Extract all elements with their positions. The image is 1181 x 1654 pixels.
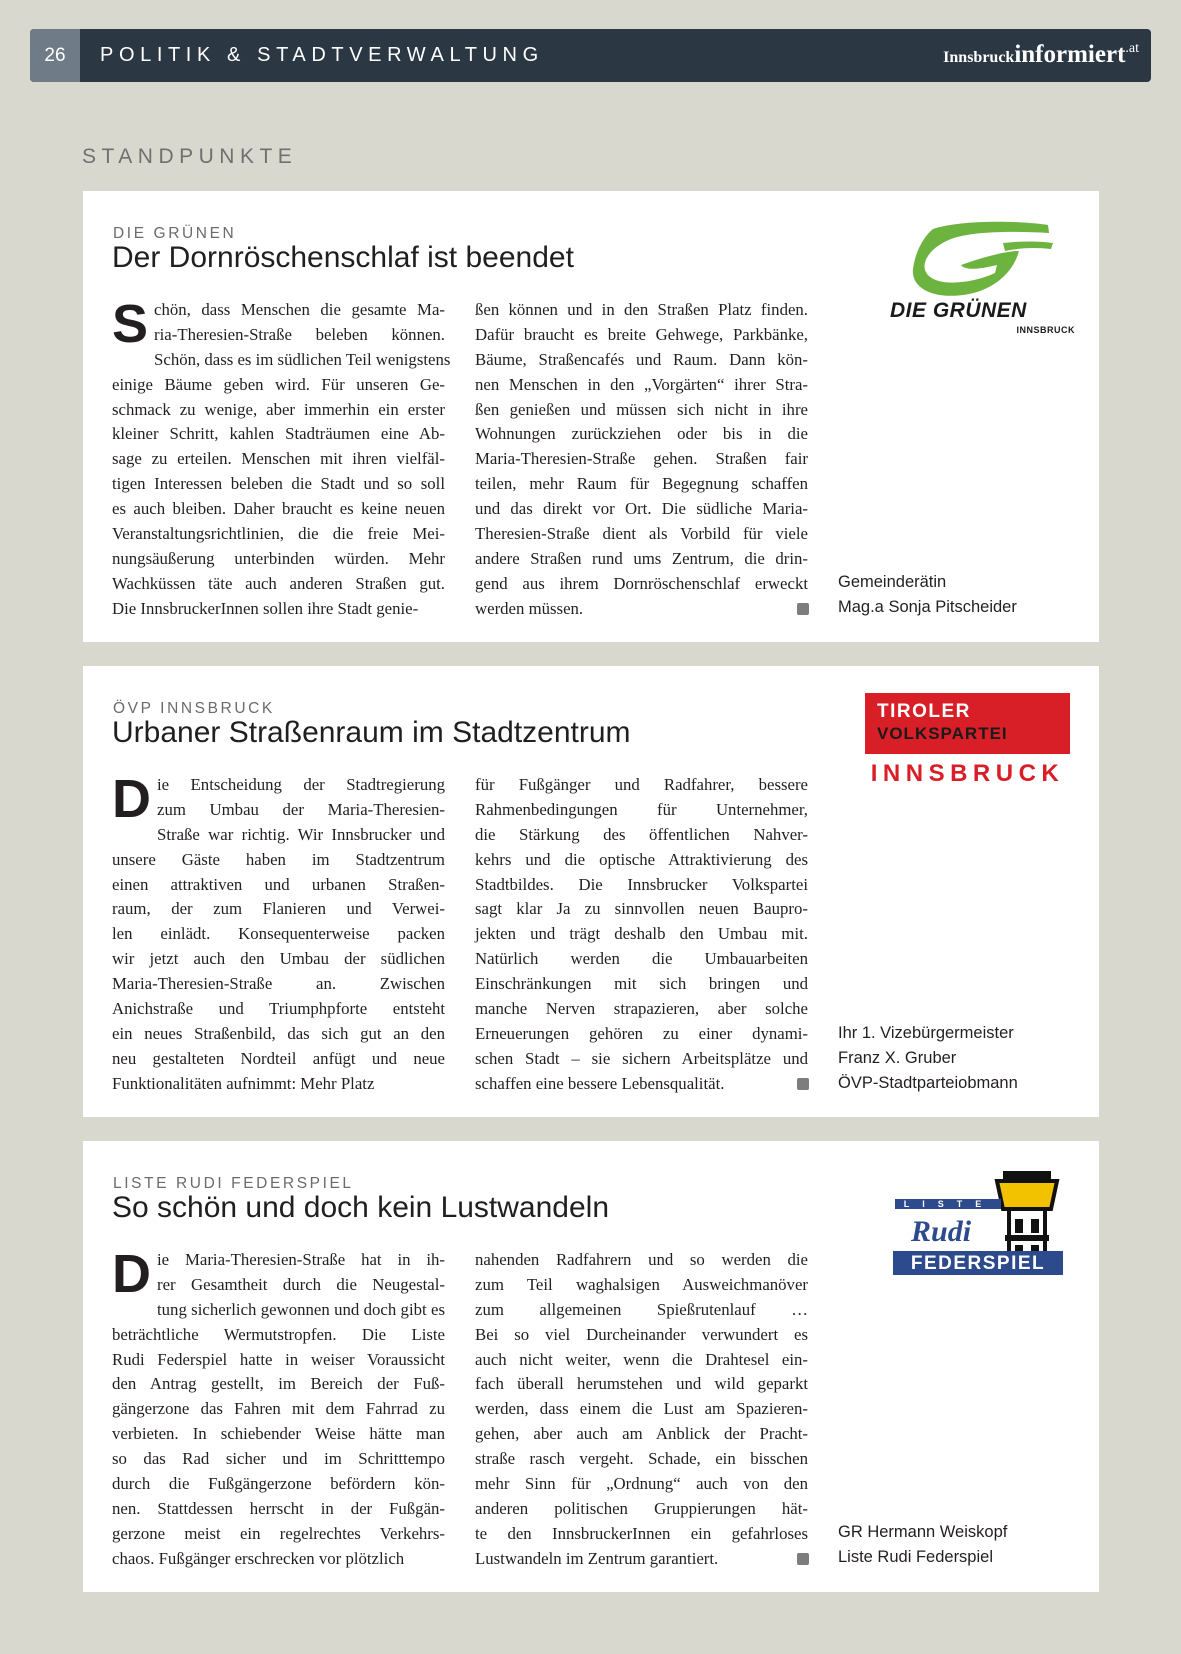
end-mark-icon <box>797 1553 809 1565</box>
article-text-line <box>475 597 808 622</box>
end-mark-icon <box>797 603 809 615</box>
page-header <box>30 29 1151 82</box>
article-text-line: gend aus ihrem Dornröschenschlaf erweckt <box>475 573 808 593</box>
article-text-line: und das direkt vor Ort. Die südliche Maria- <box>475 499 808 519</box>
article-text-line: Stadtbildes. Die Innsbrucker Volkspartei <box>475 874 808 894</box>
article-column-1 <box>112 769 445 1097</box>
article-text-line: kehrs und die optische Attraktivierung des <box>475 849 808 869</box>
article-text-line: zum allgemeinen Spießrutenlauf … <box>475 1299 808 1319</box>
federspiel-logo-line3: FEDERSPIEL <box>910 1253 1046 1274</box>
author-name: Mag.a Sonja Pitscheider <box>838 598 1017 616</box>
article-text-line: gerzone meist ein regelrechtes Verkehrs- <box>112 1523 445 1543</box>
page-number: 26 <box>30 29 80 82</box>
article-text-line: raum, der zum Flanieren und Verwei- <box>112 899 445 919</box>
article-text-line: anderen politischen Gruppierungen hät- <box>475 1498 808 1518</box>
article-text-line: Erneuerungen gehören zu einer dynami- <box>475 1023 808 1043</box>
author-function: ÖVP-Stadtparteiobmann <box>838 1074 1018 1092</box>
article-text-line-content: schaffen eine bessere Lebensqualität. <box>475 1073 725 1093</box>
article-text-line: den Antrag gestellt, im Bereich der Fuß- <box>112 1374 445 1394</box>
article-text-line: Theresien-Straße dient als Vorbild für viele <box>475 524 808 544</box>
article-text-line: einige Bäume geben wird. Für unseren Ge- <box>112 374 445 394</box>
author-name: Franz X. Gruber <box>838 1049 957 1067</box>
gruene-logo <box>890 221 1075 336</box>
article-text-line: Anichstraße und Triumphpforte entsteht <box>112 999 445 1019</box>
article-text-line: Einschränkungen mit sich bringen und <box>475 974 808 994</box>
article-text-line: len einlädt. Konsequenterweise packen <box>112 924 445 944</box>
party-name: LISTE RUDI FEDERSPIEL <box>113 1175 354 1192</box>
article-text-line: ßen können und in den Straßen Platz finden. <box>475 300 808 319</box>
article-column-2 <box>475 773 808 1097</box>
article-text-line: chön, dass Menschen die gesamte Ma- <box>154 300 445 319</box>
article-text-line: Wachküssen täte auch anderen Straßen gut. <box>112 573 445 593</box>
article-text-line: Natürlich werden die Umbauarbeiten <box>475 949 808 969</box>
article-text-line: gängerzone das Fahren mit dem Fahrrad zu <box>112 1399 445 1419</box>
article-text-line: einen attraktiven und urbanen Straßen- <box>112 874 445 894</box>
article-text-line: straße rasch vergeht. Schade, ein bisschen <box>475 1449 808 1469</box>
article-text-line: ein neues Straßenbild, das sich gut an den <box>112 1023 445 1043</box>
brand-logo <box>943 41 1139 69</box>
article-text-line: nahenden Radfahrern und so werden die <box>475 1250 808 1269</box>
article-text-line: andere Straßen rund ums Zentrum, die drin- <box>475 548 808 568</box>
article-text-line: Dafür braucht es breite Gehwege, Parkbänke, <box>475 324 808 344</box>
article-text-line: tung sicherlich gewonnen und doch gibt es <box>157 1299 445 1319</box>
article-text-line: Rudi Federspiel hatte in weiser Voraussicht <box>112 1349 445 1369</box>
gruene-logo-text: DIE GRÜNEN <box>890 299 1027 322</box>
article-text-line: Wohnungen zurückziehen oder bis in die <box>475 424 808 444</box>
article-text-line: durch die Fußgängerzone befördern kön- <box>112 1474 445 1494</box>
article-text-line: ie Entscheidung der Stadtregierung <box>157 775 445 794</box>
article-text-line: Maria-Theresien-Straße an. Zwischen <box>112 974 445 994</box>
article-text-line: Funktionalitäten aufnimmt: Mehr Platz <box>112 1073 375 1093</box>
article-text-line: fach überall herumstehen und wild geparkt <box>475 1374 808 1394</box>
article-title: So schön und doch kein Lustwandeln <box>112 1191 610 1224</box>
brand-prefix: Innsbruck <box>943 49 1015 66</box>
article-text-line: ßen genießen und müssen sich nicht in ihre <box>475 399 808 419</box>
article-card-oevp <box>83 666 1099 1117</box>
article-text-line: für Fußgänger und Radfahrer, bessere <box>475 775 808 794</box>
article-text-line: es auch bleiben. Daher braucht es keine neuen <box>112 499 445 519</box>
author-block <box>838 570 1017 620</box>
article-title: Der Dornröschenschlaf ist beendet <box>112 241 574 274</box>
federspiel-logo <box>893 1169 1063 1279</box>
article-text-line: die Stärkung des öffentlichen Nahver- <box>475 824 808 844</box>
dropcap: D <box>112 769 151 829</box>
article-text-line: sage zu erteilen. Menschen mit ihren vielfäl- <box>112 449 445 469</box>
article-text-line: wir jetzt auch den Umbau der südlichen <box>112 949 445 969</box>
oevp-logo-box <box>865 693 1070 754</box>
article-text-line: schmack zu wenige, aber immerhin ein erster <box>112 399 445 419</box>
brand-main: informiert <box>1014 41 1126 68</box>
oevp-logo-line2: VOLKSPARTEI <box>877 724 1008 743</box>
article-column-2 <box>475 1248 808 1572</box>
author-block <box>838 1021 1018 1096</box>
article-column-2 <box>475 298 808 622</box>
article-text-line: auch nicht weiter, wenn die Drahtesel ein- <box>475 1349 808 1369</box>
oevp-logo-line1: TIROLER <box>877 701 971 722</box>
article-title: Urbaner Straßenraum im Stadtzentrum <box>112 716 631 749</box>
article-text-line: te den InnsbruckerInnen ein gefahrloses <box>475 1523 808 1543</box>
article-text-line: nungsäußerung unterbinden würden. Mehr <box>112 548 445 568</box>
article-text-line: werden, dass einem die Lust am Spazieren- <box>475 1399 808 1419</box>
article-text-line: gehen, aber auch am Anblick der Pracht- <box>475 1424 808 1444</box>
article-text-line: tigen Interessen beleben die Stadt und so soll <box>112 474 445 494</box>
article-text-line: zum Teil waghalsigen Ausweichmanöver <box>475 1274 808 1294</box>
article-column-1 <box>112 294 451 622</box>
article-text-line <box>475 1547 808 1572</box>
article-text-line: jekten und trägt deshalb den Umbau mit. <box>475 924 808 944</box>
article-text-line: rer Gesamtheit durch die Neugestal- <box>157 1274 445 1294</box>
article-text-line: Die InnsbruckerInnen sollen ihre Stadt genie- <box>112 598 419 618</box>
article-text-line: manche Nerven strapazieren, aber solche <box>475 999 808 1019</box>
article-text-line: Bäume, Straßencafés und Raum. Dann kön- <box>475 349 808 369</box>
author-role: Gemeinderätin <box>838 573 947 591</box>
article-text-line: nen. Stattdessen herrscht in der Fußgän- <box>112 1498 445 1518</box>
article-text-line: kleiner Schritt, kahlen Stadträumen eine Ab- <box>112 424 445 444</box>
article-text-line: Veranstaltungsrichtlinien, die die freie Mei- <box>112 524 445 544</box>
article-text-line: Straße war richtig. Wir Innsbrucker und <box>157 824 445 844</box>
oevp-logo-line3: INNSBRUCK <box>870 760 1065 787</box>
article-column-1 <box>112 1244 445 1572</box>
party-name: ÖVP INNSBRUCK <box>113 700 275 717</box>
article-card-gruene <box>83 191 1099 642</box>
federspiel-logo-line2: Rudi <box>911 1215 972 1248</box>
article-text-line: Maria-Theresien-Straße gehen. Straßen fair <box>475 449 808 469</box>
article-text-line: Schön, dass es im südlichen Teil wenigstens <box>154 349 451 369</box>
article-text-line <box>475 1072 808 1097</box>
article-text-line: schen Stadt – sie sichern Arbeitsplätze und <box>475 1048 808 1068</box>
article-text-line: unsere Gäste haben im Stadtzentrum <box>112 849 445 869</box>
article-text-line: so das Rad sicher und im Schritttempo <box>112 1449 445 1469</box>
article-text-line: verbieten. In schiebender Weise hätte man <box>112 1424 445 1444</box>
article-text-line: neu gestalteten Nordteil anfügt und neue <box>112 1048 445 1068</box>
article-text-line: Bei so viel Durcheinander verwundert es <box>475 1324 808 1344</box>
article-text-line: ie Maria-Theresien-Straße hat in ih- <box>157 1250 445 1269</box>
article-card-federspiel <box>83 1141 1099 1592</box>
article-text-line: Rahmenbedingungen für Unternehmer, <box>475 799 808 819</box>
dropcap: D <box>112 1244 151 1304</box>
article-text-line: mehr Sinn für „Ordnung“ auch von den <box>475 1474 808 1494</box>
page-kicker: STANDPUNKTE <box>82 145 298 168</box>
author-role: Ihr 1. Vizebürgermeister <box>838 1024 1014 1042</box>
party-name: DIE GRÜNEN <box>113 225 237 242</box>
article-text-line: sagt klar Ja zu sinnvollen neuen Baupro- <box>475 899 808 919</box>
author-block <box>838 1520 1007 1570</box>
article-text-line: teilen, mehr Raum für Begegnung schaffen <box>475 474 808 494</box>
article-text-line-content: Lustwandeln im Zentrum garantiert. <box>475 1548 719 1568</box>
federspiel-logo-line1: LISTE <box>903 1199 995 1209</box>
author-list: Liste Rudi Federspiel <box>838 1548 993 1566</box>
dropcap: S <box>112 294 149 354</box>
article-text-line: nen Menschen in den „Vorgärten“ ihrer Stra- <box>475 374 808 394</box>
article-text-line-content: werden müssen. <box>475 598 584 618</box>
section-title: POLITIK & STADTVERWALTUNG <box>100 44 544 66</box>
article-text-line: ria-Theresien-Straße beleben können. <box>154 324 445 344</box>
end-mark-icon <box>797 1078 809 1090</box>
gruene-logo-subtext: INNSBRUCK <box>1016 325 1075 335</box>
oevp-logo <box>865 693 1070 787</box>
article-text-line: zum Umbau der Maria-Theresien- <box>157 799 445 819</box>
author-name: GR Hermann Weiskopf <box>838 1523 1008 1541</box>
article-text-line: chaos. Fußgänger erschrecken vor plötzlich <box>112 1548 405 1568</box>
brand-suffix: .at <box>1125 41 1139 56</box>
article-text-line: beträchtliche Wermutstropfen. Die Liste <box>112 1324 445 1344</box>
